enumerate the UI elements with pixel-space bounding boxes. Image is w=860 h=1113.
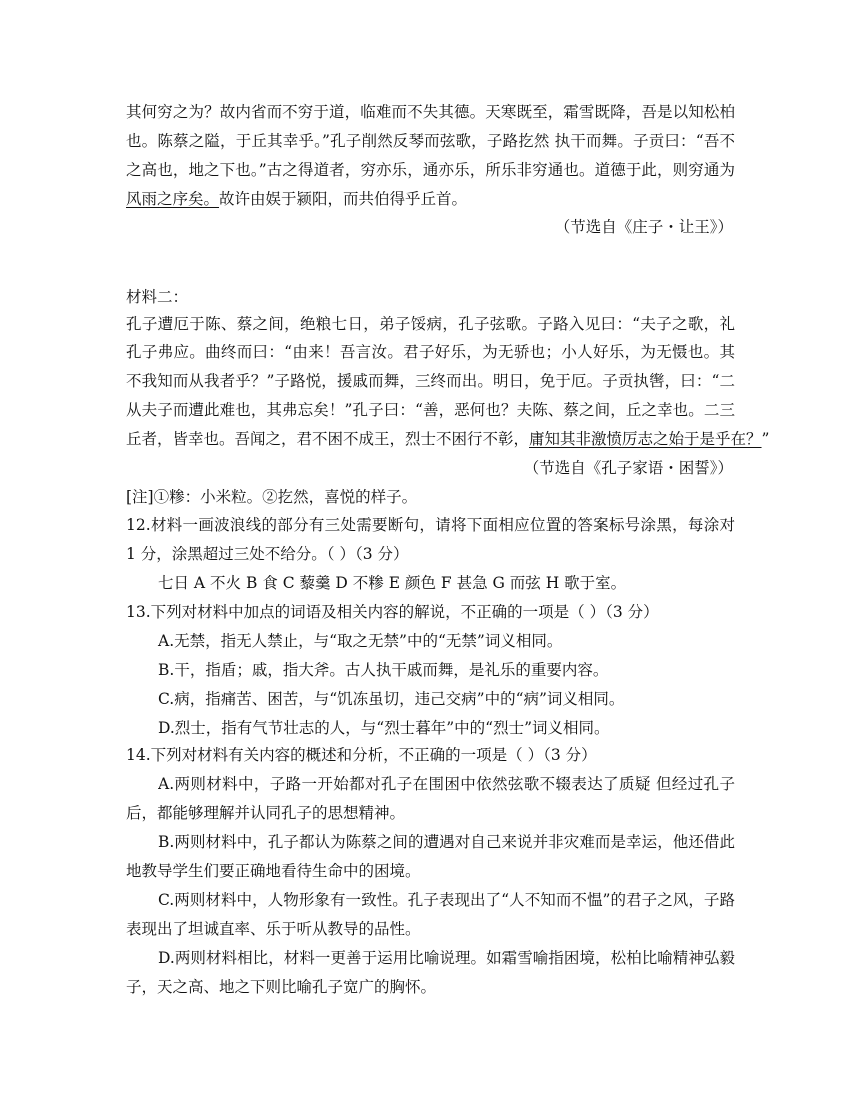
q13-option-b: B.干，指盾；戚，指大斧。古人执干戚而舞，是礼乐的重要内容。	[158, 661, 609, 679]
material2-line-4: 从夫子而遭此难也，其弗忘矣！”孔子曰：“善，恶何也？夫陈、蔡之间，丘之幸也。二三	[126, 401, 735, 419]
material2-heading: 材料二：	[126, 288, 189, 306]
q12-stem-line-2: 1 分，涂黑超过三处不给分。（ ）（3 分）	[126, 545, 409, 563]
material2-line-1: 孔子遭厄于陈、蔡之间，绝粮七日，弟子馁病，孔子弦歌。子路入见曰：“夫子之歌，礼	[126, 315, 735, 333]
material2-source: （节选自《孔子家语・困誓》）	[523, 459, 733, 477]
material1-source: （节选自《庄子・让王》）	[554, 218, 733, 236]
q13-option-c: C.病，指痛苦、困苦，与“饥冻虽切，违己交病”中的“病”词义相同。	[158, 690, 625, 708]
material1-line-3: 之高也，地之下也。”古之得道者，穷亦乐，通亦乐，所乐非穷通也。道德于此，则穷通为	[126, 161, 735, 179]
q12-break-text: 七日 A 不火 B 食 C 藜羹 D 不糁 E 颜色 F 甚急 G 而弦 H 歌于室。	[158, 574, 627, 592]
q14-option-c-line-2: 表现出了坦诚直率、乐于听从教导的品性。	[126, 920, 421, 938]
q14-option-d-line-1: D.两则材料相比，材料一更善于运用比喻说理。如霜雪喻指困境，松柏比喻精神弘毅	[158, 949, 735, 967]
annotation-note: [注]①糁：小米粒。②扢然，喜悦的样子。	[126, 488, 418, 506]
material1-line-1: 其何穷之为？故内省而不穷于道，临难而不失其德。天寒既至，霜雪既降，吾是以知松柏	[126, 103, 735, 121]
q14-option-a-line-2: 后，都能够理解并认同孔子的思想精神。	[126, 804, 406, 822]
material2-line-3: 不我知而从我者乎？”子路悦，援戚而舞，三终而出。明日，免于厄。子贡执辔，曰：“二	[126, 372, 735, 390]
q13-option-a: A.无禁，指无人禁止，与“取之无禁”中的“无禁”词义相同。	[158, 632, 563, 650]
q13-option-d: D.烈士，指有气节壮志的人，与“烈士暮年”中的“烈士”词义相同。	[158, 719, 610, 737]
material1-line-2: 也。陈蔡之隘，于丘其幸乎。”孔子削然反琴而弦歌，子路扢然 执干而舞。子贡曰：“吾不	[126, 132, 735, 150]
q14-option-b-line-2: 地教导学生们要正确地看待生命中的困境。	[126, 862, 421, 880]
material2-line-2: 孔子弗应。曲终而曰：“由来！吾言汝。君子好乐，为无骄也；小人好乐，为无慑也。其	[126, 343, 735, 361]
q14-option-c-line-1: C.两则材料中，人物形象有一致性。孔子表现出了“人不知而不愠”的君子之风，子路	[158, 891, 735, 909]
q12-stem-line-1: 12.材料一画波浪线的部分有三处需要断句，请将下面相应位置的答案标号涂黑，每涂对	[126, 516, 735, 534]
underlined-sentence: 庸知其非激愤厉志之始于是乎在？	[529, 430, 762, 448]
q13-stem: 13.下列对材料中加点的词语及相关内容的解说，不正确的一项是（ ）（3 分）	[126, 603, 659, 621]
q14-option-b-line-1: B.两则材料中，孔子都认为陈蔡之间的遭遇对自己来说并非灾难而是幸运，他还借此	[158, 833, 735, 851]
material2-line-5: 丘者，皆幸也。吾闻之，君不困不成王，烈士不困行不彰，庸知其非激愤厉志之始于是乎在？”	[126, 430, 770, 448]
q14-stem: 14.下列对材料有关内容的概述和分析，不正确的一项是（ ）（3 分）	[126, 746, 597, 764]
q14-option-a-line-1: A.两则材料中，子路一开始都对孔子在围困中依然弦歌不辍表达了质疑 但经过孔子	[158, 775, 735, 793]
material1-line-4: 风雨之序矣。故许由娱于颍阳，而共伯得乎丘首。	[126, 190, 468, 208]
underlined-sentence: 风雨之序矣。	[126, 190, 220, 208]
q14-option-d-line-2: 子，天之高、地之下则比喻孔子宽广的胸怀。	[126, 978, 437, 996]
